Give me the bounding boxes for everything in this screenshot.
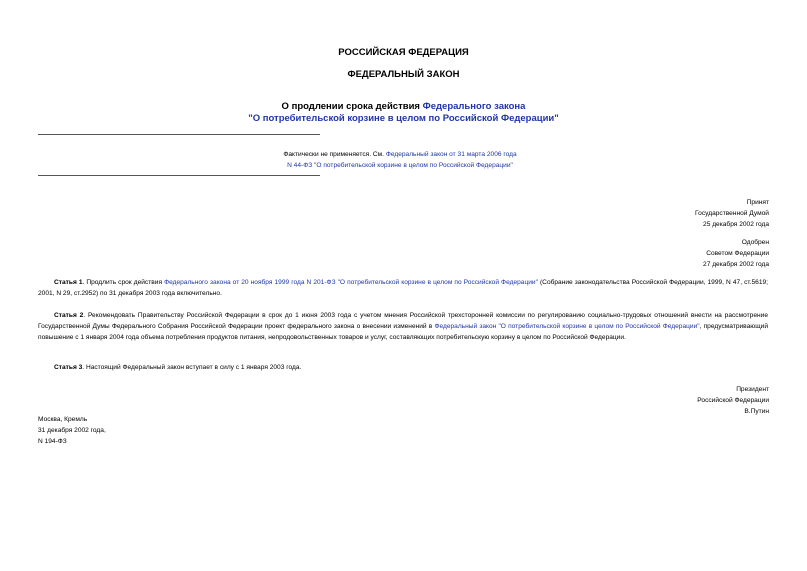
article-1-law-link[interactable]: Федерального закона от 20 ноября 1999 года N 201-ФЗ "О потребительской корзине в целом по Российской Федерации"	[164, 279, 538, 286]
note-link-line1[interactable]: Федеральный закон от 31 марта 2006 года	[385, 151, 517, 158]
status-note	[60, 149, 740, 171]
adoption-duma	[695, 197, 769, 230]
article-2	[38, 310, 768, 343]
document-title	[0, 101, 807, 125]
footer-date: 31 декабря 2002 года,	[38, 427, 106, 434]
duma-label: Государственной Думой	[695, 210, 769, 217]
title-law-link[interactable]: Федерального закона	[422, 101, 526, 112]
article-1-text-after: (Собрание законодательства Российской Федерации, 1999, N 47, ст.5619; 2001, N 29, ст.2952) по 31 декабря 2003 года включительно.	[38, 279, 768, 297]
divider-bottom	[38, 175, 320, 176]
title-law-link-line2[interactable]: "О потребительской корзине в целом по Российской Федерации"	[248, 113, 559, 124]
title-prefix: О продлении срока действия	[281, 101, 423, 112]
article-1-label: Статья 1	[54, 279, 83, 286]
footer-place: Москва, Кремль	[38, 416, 88, 423]
signature-position: Президент	[736, 386, 769, 393]
adoption-council	[703, 237, 769, 270]
council-date: 27 декабря 2002 года	[703, 261, 769, 268]
federation-heading: РОССИЙСКАЯ ФЕДЕРАЦИЯ	[338, 47, 469, 58]
note-link-line2[interactable]: N 44-ФЗ "О потребительской корзине в целом по Российской Федерации"	[287, 162, 513, 169]
article-2-text-before: . Рекомендовать Правительству Российской Федерации в срок до 1 июня 2003 года с учетом мнения Российской трехсторонней комиссии по регулированию социально-трудовых отношений внести на рассмотрение Государственной Думы Федерального Собрания Российской Федерации проект федерального закона о внесении изменений в	[38, 312, 768, 330]
signature-name: В.Путин	[744, 408, 769, 415]
article-1-text-before: . Продлить срок действия	[82, 279, 165, 286]
article-2-text-after: , предусматривающий повышение с 1 января 2004 года объема потребления продуктов питания, непродовольственных товаров и услуг, составляющих потребительскую корзину в целом по Российской Федерации.	[38, 323, 769, 341]
divider-top	[38, 134, 320, 135]
signature-country: Российской Федерации	[697, 397, 769, 404]
article-2-law-link[interactable]: Федеральный закон "О потребительской корзине в целом по Российской Федерации"	[434, 323, 700, 330]
note-prefix: Фактически не применяется. См.	[283, 151, 386, 158]
signature-block	[697, 384, 769, 417]
duma-date: 25 декабря 2002 года	[703, 221, 769, 228]
footer-block	[38, 414, 106, 447]
article-3	[38, 362, 768, 373]
article-3-label: Статья 3	[54, 364, 83, 371]
approved-label: Одобрен	[741, 239, 769, 246]
accepted-label: Принят	[746, 199, 769, 206]
law-type-heading: ФЕДЕРАЛЬНЫЙ ЗАКОН	[347, 69, 460, 80]
article-3-text: . Настоящий Федеральный закон вступает в силу с 1 января 2003 года.	[82, 364, 302, 371]
article-1	[38, 277, 768, 299]
article-2-label: Статья 2	[54, 312, 84, 319]
footer-number: N 194-ФЗ	[38, 438, 67, 445]
council-label: Советом Федерации	[706, 250, 769, 257]
